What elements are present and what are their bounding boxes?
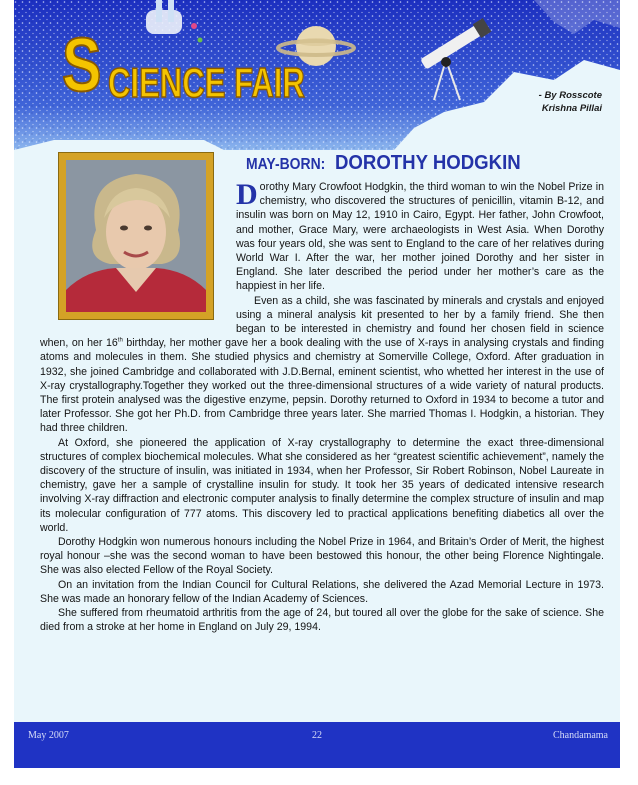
paragraph-2-text-a: Even as a child, she was fascinated by minerals and crystals and enjoyed using a mineral analysis kit presented to her by a family friend. She then began to be interested in chemistry and found her chosen field in science when, on her 16 (40, 294, 604, 350)
paragraph-3: At Oxford, she pioneered the application of X-ray crystallography to determine the exact three-dimensional structures of complex biochemical molecules. What she considered as her “greatest scientific achievement”, namely the discovery of the structure of insulin, was initiated in 1934, when her Professor, Sir Robert Robinson, Nobel Laureate in chemistry, gave her a sample of crystalline insulin for study. It took her 35 years of dedicated intensive research involving X-ray diffraction and electronic computer analysis to finally determine the complex structure of insulin and map its molecular configuration of 777 atoms. This discovery led to practical applications benefiting diabetics all over the world. (40, 436, 604, 534)
paragraph-5: On an invitation from the Indian Council for Cultural Relations, she delivered the Azad Memorial Lecture in 1973. She was made an honorary fellow of the Indian Academy of Sciences. (40, 578, 604, 605)
paragraph-4: Dorothy Hodgkin won numerous honours including the Nobel Prize in 1964, and Britain’s Order of Merit, the highest royal honour –she was the second woman to have been bestowed this honour, the other being Florence Nightingale. She was also elected Fellow of the Royal Society. (40, 536, 604, 577)
byline-author: Krishna Pillai (541, 102, 602, 114)
drop-cap: D (236, 178, 258, 211)
page-title: CIENCE FAIR (108, 59, 305, 106)
page-number: 22 (312, 730, 322, 741)
footer-bar (14, 722, 620, 768)
footer-magazine: Chandamama (553, 730, 608, 741)
magazine-page (14, 0, 620, 768)
heading-prefix: MAY-BORN: (246, 156, 326, 173)
ordinal-suffix: th (117, 337, 123, 344)
footer-date: May 2007 (28, 730, 69, 741)
paragraph-2-text-b: birthday, her mother gave her a book dealing with the use of X-rays in analysing crystals and finding atoms and molecules in them. She studied physics and chemistry at Somerville College, Oxford. After graduation in 1932, she joined Cambridge and collaborated with J.D.Bernal, eminent scientist, who whetted her interest in the use of X-ray crystallography.Together they worked out the three-dimensional structures of a wide variety of natural products. The first protein analysed was the digestive enzyme, pepsin. Dorothy returned to Oxford in 1934 to become a tutor and later Professor. She got her Ph.D. from Cambridge three years later. She married Thomas I. Hodgkin, a historian. They had three children. (40, 337, 604, 435)
heading-name: DOROTHY HODGKIN (334, 152, 521, 174)
paragraph-6: She suffered from rheumatoid arthritis from the age of 24, but toured all over the globe for the sake of science. She died from a stroke at her home in England on July 29, 1994. (40, 607, 604, 634)
byline (539, 90, 602, 116)
paragraph-1-text: orothy Mary Crowfoot Hodgkin, the third woman to win the Nobel Prize in chemistry, who discovered the structures of penicillin, vitamin B-12, and insulin was born on May 12, 1910 in Cairo, Egypt. Her father, John Crowfoot, and mother, Grace Mary, were archaeologists in West Asia. When Dorothy was four years old, she was sent to England to the care of her relatives during World War I. After the war, her mother joined Dorothy and her sister in England. She later described the period under her mother’s care as the happiest in her life. (236, 181, 604, 293)
article-heading (246, 152, 534, 175)
article-body (40, 180, 604, 635)
title-initial: S (62, 23, 100, 108)
byline-prefix: - By Rosscote (538, 90, 602, 101)
